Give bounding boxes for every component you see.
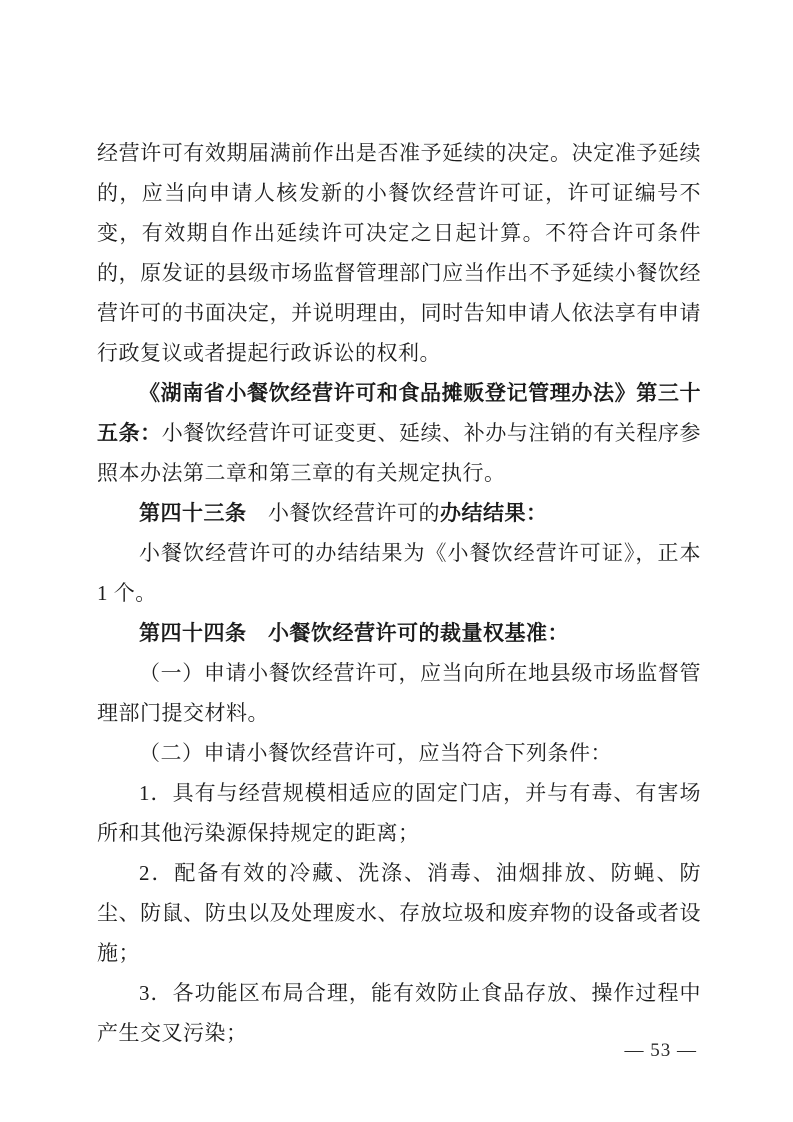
text-run: 3．各功能区布局合理，能有效防止食品存放、操作过程中产生交叉污染；	[97, 981, 701, 1045]
paragraph	[97, 533, 701, 613]
paragraph	[97, 733, 701, 773]
bold-text-run: 第四十三条	[139, 501, 247, 525]
text-run: （一）申请小餐饮经营许可，应当向所在地县级市场监督管理部门提交材料。	[97, 661, 701, 725]
paragraph	[97, 653, 701, 733]
text-run: 2．配备有效的冷藏、洗涤、消毒、油烟排放、防蝇、防尘、防鼠、防虫以及处理废水、存放垃圾和废弃物的设备或者设施；	[97, 861, 701, 965]
text-run: （二）申请小餐饮经营许可，应当符合下列条件：	[139, 741, 612, 765]
bold-text-run: 《湖南省小餐饮经营许可和食品摊贩登记管理办法》第三十五条：	[97, 381, 701, 445]
paragraph	[97, 493, 701, 533]
text-run: 小餐饮经营许可证变更、延续、补办与注销的有关程序参照本办法第二章和第三章的有关规定执行。	[97, 421, 702, 485]
paragraph	[97, 853, 701, 973]
text-run: 小餐饮经营许可的	[246, 501, 440, 525]
paragraph	[97, 973, 701, 1053]
paragraph	[97, 773, 701, 853]
bold-text-run: 办结结果：	[440, 501, 548, 525]
paragraph	[97, 613, 701, 653]
paragraph	[97, 133, 701, 373]
text-run: 经营许可有效期届满前作出是否准予延续的决定。决定准予延续的，应当向申请人核发新的小餐饮经营许可证，许可证编号不变，有效期自作出延续许可决定之日起计算。不符合许可条件的，原发证的县级市场监督管理部门应当作出不予延续小餐饮经营许可的书面决定，并说明理由，同时告知申请人依法享有申请行政复议或者提起行政诉讼的权利。	[97, 141, 701, 365]
text-run: 小餐饮经营许可的办结结果为《小餐饮经营许可证》，正本 1 个。	[97, 541, 701, 605]
text-run: 1．具有与经营规模相适应的固定门店，并与有毒、有害场所和其他污染源保持规定的距离；	[97, 781, 701, 845]
page-number: — 53 —	[624, 1040, 697, 1061]
bold-text-run: 第四十四条 小餐饮经营许可的裁量权基准：	[139, 621, 569, 645]
document-body	[97, 133, 701, 1053]
paragraph	[97, 373, 701, 493]
page-footer	[625, 1041, 698, 1060]
